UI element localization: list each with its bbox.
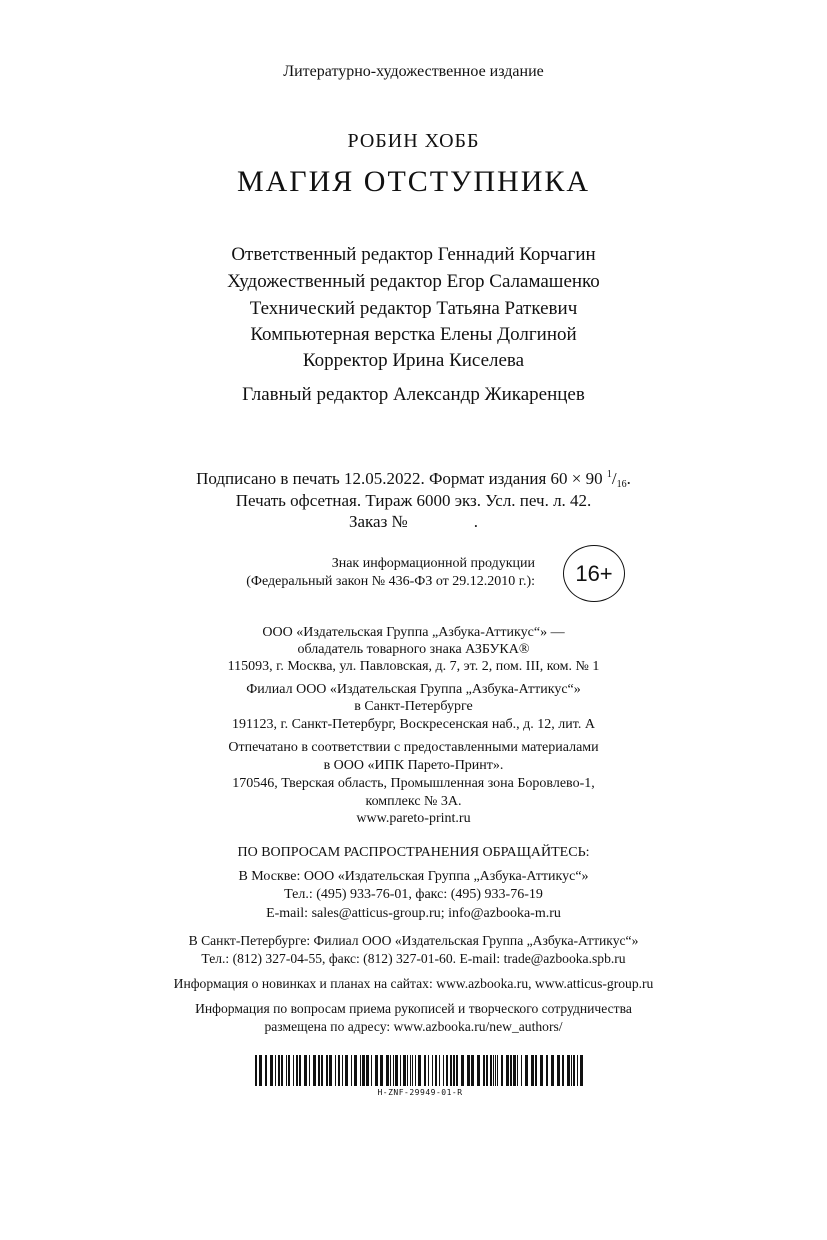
publisher-line: ООО «Издательская Группа „Азбука-Аттикус“» — <box>262 625 565 640</box>
barcode-bar <box>390 1055 391 1086</box>
barcode-bar <box>540 1055 543 1086</box>
print-info-line: Печать офсетная. Тираж 6000 экз. Усл. печ. л. 42. <box>235 491 592 510</box>
barcode-bar <box>435 1055 437 1086</box>
barcode-bar <box>571 1055 572 1086</box>
barcode-bar <box>521 1055 522 1086</box>
barcode-bar <box>471 1055 474 1086</box>
barcode-bar <box>467 1055 470 1086</box>
barcode-bar <box>486 1055 488 1086</box>
barcode-bar <box>299 1055 301 1086</box>
barcode-bar <box>443 1055 444 1086</box>
barcode-bar <box>580 1055 583 1086</box>
barcode-bar <box>360 1055 361 1086</box>
barcode-bar <box>546 1055 548 1086</box>
barcode-bar <box>412 1055 413 1086</box>
barcode-bar <box>395 1055 398 1086</box>
printer-line: в ООО «ИПК Парето-Принт». <box>323 758 504 773</box>
barcode-bar <box>407 1055 408 1086</box>
barcode-bar <box>366 1055 369 1086</box>
genre-label: Литературно-художественное издание <box>283 63 544 80</box>
barcode-bar <box>281 1055 283 1086</box>
barcode-bar <box>278 1055 280 1086</box>
barcode-bar <box>386 1055 389 1086</box>
barcode-bar <box>345 1055 348 1086</box>
printer-line: комплекс № 3А. <box>365 794 462 809</box>
barcode <box>255 1055 585 1086</box>
staff-line: Ответственный редактор Геннадий Корчагин <box>231 244 596 265</box>
order-number: Заказ № . <box>348 512 479 531</box>
barcode-bar <box>286 1055 287 1086</box>
barcode-bar <box>342 1055 343 1086</box>
barcode-bar <box>513 1055 516 1086</box>
barcode-bar <box>525 1055 528 1086</box>
barcode-bar <box>338 1055 340 1086</box>
barcode-bar <box>432 1055 433 1086</box>
barcode-bar <box>428 1055 429 1086</box>
barcode-bar <box>265 1055 267 1086</box>
barcode-bar <box>535 1055 537 1086</box>
barcode-bar <box>557 1055 560 1086</box>
age-rating-badge: 16+ <box>563 545 625 602</box>
barcode-bar <box>318 1055 320 1086</box>
barcode-bar <box>326 1055 328 1086</box>
barcode-bar <box>288 1055 290 1086</box>
barcode-bar <box>304 1055 307 1086</box>
barcode-bar <box>439 1055 440 1086</box>
barcode-bar <box>567 1055 570 1086</box>
print-info-line: Подписано в печать 12.05.2022. Формат издания 60 × 90 $^1$/16. <box>196 469 631 490</box>
barcode-bar <box>562 1055 564 1086</box>
publisher-line: обладатель товарного знака АЗБУКА® <box>297 642 530 657</box>
info-sign-text: Знак информационной продукции (Федеральный закон № 436-ФЗ от 29.12.2010 г.): <box>246 556 535 589</box>
barcode-bar <box>259 1055 262 1086</box>
barcode-bar <box>531 1055 534 1086</box>
staff-line: Компьютерная верстка Елены Долгиной <box>250 324 577 345</box>
barcode-bar <box>313 1055 316 1086</box>
barcode-bar <box>495 1055 496 1086</box>
barcode-bar <box>321 1055 323 1086</box>
barcode-bar <box>293 1055 294 1086</box>
branch-line: 191123, г. Санкт-Петербург, Воскресенская наб., д. 12, лит. А <box>232 717 595 732</box>
barcode-bar <box>446 1055 448 1086</box>
staff-line: Художественный редактор Егор Саламашенко <box>227 271 600 292</box>
book-title: МАГИЯ ОТСТУПНИКА <box>236 165 591 198</box>
barcode-bar <box>573 1055 575 1086</box>
spb-contact-line: В Санкт-Петербурге: Филиал ООО «Издательская Группа „Азбука-Аттикус“» <box>188 933 639 948</box>
barcode-bar <box>517 1055 518 1086</box>
barcode-bar <box>335 1055 336 1086</box>
barcode-bar <box>410 1055 411 1086</box>
distribution-heading: ПО ВОПРОСАМ РАСПРОСТРАНЕНИЯ ОБРАЩАЙТЕСЬ: <box>237 845 590 860</box>
barcode-bar <box>501 1055 503 1086</box>
barcode-bar <box>275 1055 276 1086</box>
barcode-bar <box>551 1055 554 1086</box>
staff-line: Технический редактор Татьяна Раткевич <box>249 298 578 319</box>
barcode-bar <box>493 1055 494 1086</box>
barcode-bar <box>456 1055 458 1086</box>
barcode-bar <box>424 1055 426 1086</box>
branch-line: в Санкт-Петербурге <box>354 699 473 714</box>
moscow-contact-line: В Москве: ООО «Издательская Группа „Азбука-Аттикус“» <box>238 869 589 884</box>
barcode-bar <box>418 1055 421 1086</box>
barcode-bar <box>403 1055 406 1086</box>
barcode-bar <box>461 1055 464 1086</box>
barcode-bar <box>375 1055 378 1086</box>
branch-line: Филиал ООО «Издательская Группа „Азбука-Аттикус“» <box>246 682 581 697</box>
barcode-bar <box>296 1055 298 1086</box>
barcode-bar <box>380 1055 383 1086</box>
barcode-bar <box>577 1055 578 1086</box>
printer-line: 170546, Тверская область, Промышленная зона Боровлево-1, <box>232 776 595 791</box>
manuscripts-line: размещена по адресу: www.azbooka.ru/new_authors/ <box>264 1019 563 1034</box>
barcode-bar <box>362 1055 365 1086</box>
barcode-bar <box>354 1055 357 1086</box>
barcode-bar <box>497 1055 498 1086</box>
barcode-bar <box>415 1055 416 1086</box>
barcode-bar <box>270 1055 273 1086</box>
barcode-bar <box>483 1055 485 1086</box>
barcode-bar <box>450 1055 452 1086</box>
staff-line: Корректор Ирина Киселева <box>302 350 525 371</box>
book-author: РОБИН ХОББ <box>347 130 480 152</box>
barcode-bar <box>477 1055 480 1086</box>
barcode-bar <box>309 1055 310 1086</box>
moscow-contact-line: E-mail: sales@atticus-group.ru; info@azbooka-m.ru <box>266 906 561 921</box>
printer-line: Отпечатано в соответствии с предоставленными материалами <box>228 740 599 755</box>
barcode-bar <box>490 1055 492 1086</box>
barcode-bar <box>351 1055 352 1086</box>
chief-editor: Главный редактор Александр Жикаренцев <box>242 384 585 405</box>
barcode-bar <box>453 1055 455 1086</box>
barcode-bar <box>400 1055 401 1086</box>
barcode-bar <box>393 1055 394 1086</box>
news-info: Информация о новинках и планах на сайтах: www.azbooka.ru, www.atticus-group.ru <box>173 976 654 991</box>
publisher-line: 115093, г. Москва, ул. Павловская, д. 7, эт. 2, пом. III, ком. № 1 <box>227 659 600 674</box>
spb-contact-line: Тел.: (812) 327-04-55, факс: (812) 327-01-60. E-mail: trade@azbooka.spb.ru <box>201 951 626 966</box>
barcode-bar <box>510 1055 512 1086</box>
barcode-bar <box>329 1055 332 1086</box>
moscow-contact-line: Тел.: (495) 933-76-01, факс: (495) 933-76-19 <box>284 887 543 902</box>
barcode-bar <box>506 1055 509 1086</box>
barcode-bar <box>371 1055 372 1086</box>
barcode-bar <box>255 1055 257 1086</box>
printer-website: www.pareto-print.ru <box>356 811 471 826</box>
manuscripts-line: Информация по вопросам приема рукописей и творческого сотрудничества <box>195 1001 632 1016</box>
barcode-label: H-ZNF-29949-01-R <box>377 1088 463 1097</box>
